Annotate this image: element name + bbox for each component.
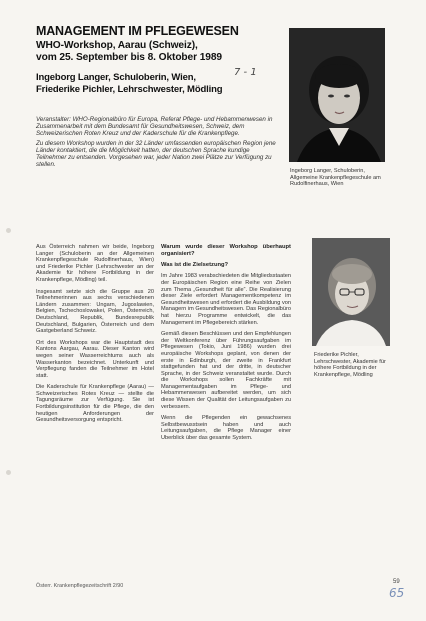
page-number: 59 xyxy=(393,579,400,585)
article-subtitle-line1: WHO-Workshop, Aarau (Schweiz), xyxy=(36,40,198,51)
article-subtitle-line2: vom 25. September bis 8. Oktober 1989 xyxy=(36,52,222,63)
portrait-photo-pichler xyxy=(312,238,390,346)
authors-line1: Ingeborg Langer, Schuloberin, Wien, xyxy=(36,72,196,83)
text-column-middle xyxy=(161,244,291,447)
handwritten-note: 7 - 1 xyxy=(234,67,257,78)
photo-caption-pichler: Friederike Pichler, Lehrschwester, Akademie für höhere Fortbildung in der Krankenpflege, Mödling xyxy=(314,352,386,378)
intro-block xyxy=(36,116,281,170)
question-heading: Was ist die Zielsetzung? xyxy=(161,261,229,268)
handwritten-page-number: 65 xyxy=(389,586,405,600)
question-heading: Warum wurde dieser Workshop überhaupt organisiert? xyxy=(161,244,291,257)
article-title: MANAGEMENT IM PFLEGEWESEN xyxy=(36,24,239,38)
intro-paragraph-participants: Zu diesem Workshop wurden in der 32 Länder umfassenden europäischen Region jene Länder kontaktiert, die die Möglichkeit hatten, der deutschen Sprache kundige Teilnehmer zu entsenden. Vorgesehen war, jeder Nation zwei Plätze zur Verfügung zu stellen. xyxy=(36,139,276,169)
paragraph: Wenn die Pflegenden ein gewachsenes Selbstbewusstsein haben und auch Leitungsaufgaben, die Pflege Manager einer Uberblick über das gesamte System. xyxy=(161,415,291,442)
paragraph: Gemäß diesen Beschlüssen und den Empfehlungen der Weltkonferenz über Führungsaufgaben im Pflegewesen (Tokio, Juni 1986) wurden drei europäische Workshops geplant, von denen der erste in Edinburgh, der zweite in Frankfurt stattgefunden hat und der dritte, in deutscher Sprache, in der Schweiz veranstaltet wurde. Durch die Workshops sollen Fachkräfte mit Managementaufgaben im Pflege- und Hebammenwesen aufbereitet werden, um sich diese Wissen der Qualität der Leitungsaufgaben zu verbessern. xyxy=(161,331,291,410)
portrait-photo-langer xyxy=(289,28,385,162)
punch-hole xyxy=(6,470,11,475)
text-column-left xyxy=(36,244,154,429)
paragraph: Insgesamt setzte sich die Gruppe aus 20 Teilnehmerinnen aus sechs verschiedenen Ländern zusammen: Ungarn, Jugoslawien, Belgien, Tschechoslowakei, Polen, Österreich, Deutschland, Republik, Bundesrepublik Deutschland, Bulgarien, Österreich und dem Gastgeberland Schweiz. xyxy=(36,288,154,335)
intro-paragraph-organizer: Veranstalter: WHO-Regionalbüro für Europa, Referat Pflege- und Hebammenwesen in Zusammenarbeit mit dem Bundesamt für Gesundheitswesen, Schweiz, dem Schweizerischen Roten Kreuz und der Kaderschule für die Krankenpflege. xyxy=(36,116,273,138)
portrait-illustration xyxy=(312,238,390,346)
punch-hole xyxy=(6,228,11,233)
source-footer: Österr. Krankenpflegezeitschrift 2/90 xyxy=(36,583,124,589)
paragraph: Aus Österreich nahmen wir beide, Ingeborg Langer (Schuloberin an der Allgemeinen Krankenpflegeschule Rudolfinerhaus, Wien) und Friederike Pichler (Lehrschwester an der Akademie für höhere Fortbildung in der Krankenpflege, Mödling) teil. xyxy=(36,244,154,283)
portrait-illustration xyxy=(289,28,385,162)
paragraph: Die Kaderschule für Krankenpflege (Aarau) — Schweizerisches Rotes Kreuz — stellte die Tagungsräume zur Verfügung. Sie ist Fortbildungsinstitution für die Pflege, die den heutigen Anforderungen der Gesundheitsversorgung entspricht. xyxy=(36,384,154,424)
authors-line2: Friederike Pichler, Lehrschwester, Mödling xyxy=(36,84,223,95)
paragraph: Ort des Workshops war die Hauptstadt des Kantons Aargau, Aarau. Dieser Kanton wird wegen seiner Wasserreichtums auch als Wasserkanton bezeichnet. Unterkunft und Verpflegung fanden die Teilnehmer im Hotel statt. xyxy=(36,339,154,379)
paragraph: Im Jahre 1983 verabschiedeten die Mitgliedsstaaten der Europäischen Region eine Reihe von Zielen zum Thema „Gesundheit für alle“. Die Realisierung dieser Ziele erfordert Managementkompetenz im Gesundheitswesen und erfordert die Ausbildung von Managern im Gesundheitswesen. Das Regionalbüro hat hierzu Programme entwickelt, die das Management im Pflegebereich stärken. xyxy=(161,273,291,326)
photo-caption-langer: Ingeborg Langer, Schuloberin, Allgemeine Krankenpflegeschule am Rudolfinerhaus, Wien xyxy=(290,168,381,188)
